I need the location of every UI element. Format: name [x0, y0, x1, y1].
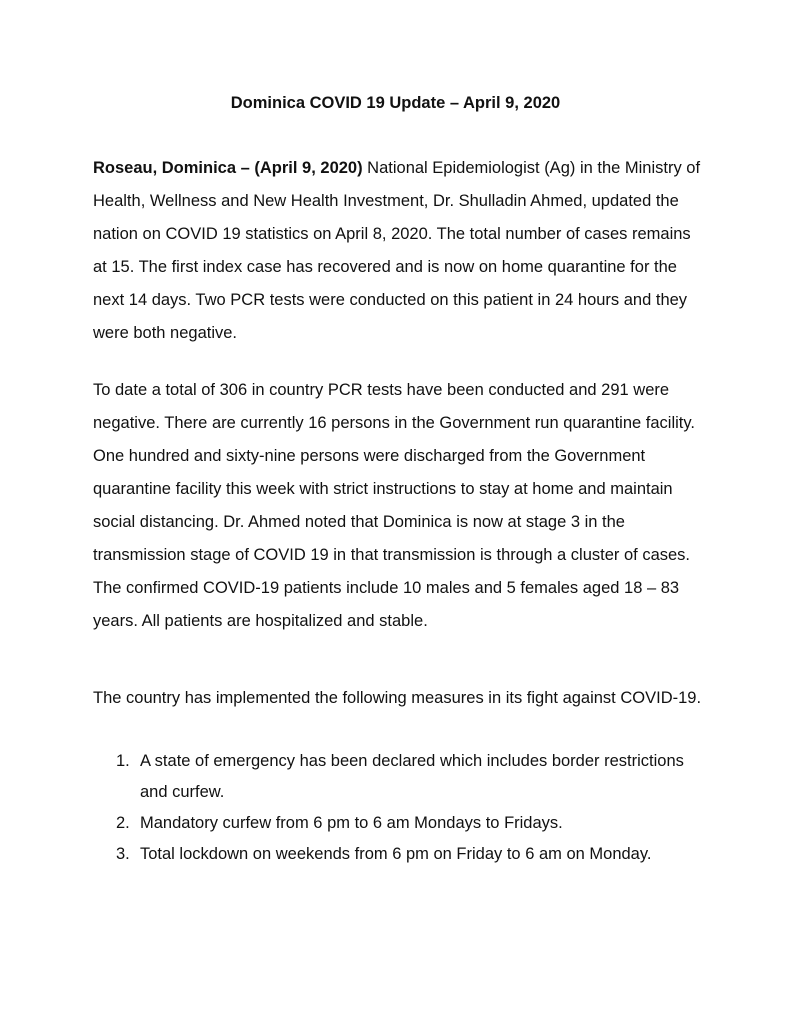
list-item [93, 808, 708, 839]
document-title: Dominica COVID 19 Update – April 9, 2020 [230, 94, 561, 112]
list-item-number: 1. [116, 752, 130, 770]
list-item-text: Total lockdown on weekends from 6 pm on Friday to 6 am on Monday. [140, 845, 652, 863]
measures-list [93, 746, 708, 870]
paragraph-intro [93, 152, 708, 350]
dateline: Roseau, Dominica – (April 9, 2020) [93, 159, 363, 177]
list-item [93, 839, 708, 870]
list-item [93, 746, 708, 808]
paragraph-measures-intro: The country has implemented the following measures in its fight against COVID-19. [93, 689, 702, 707]
intro-body: National Epidemiologist (Ag) in the Ministry of Health, Wellness and New Health Investment, Dr. Shulladin Ahmed, updated the nation on COVID 19 statistics on April 8, 2020. The total number of cases remains at 15. The first index case has recovered and is now on home quarantine for the next 14 days. Two PCR tests were conducted on this patient in 24 hours and they were both negative. [93, 159, 701, 342]
list-item-number: 2. [116, 814, 130, 832]
paragraph-statistics: To date a total of 306 in country PCR tests have been conducted and 291 were negative. There are currently 16 persons in the Government run quarantine facility. One hundred and sixty-nine persons were discharged from the Government quarantine facility this week with strict instructions to stay at home and maintain social distancing. Dr. Ahmed noted that Dominica is now at stage 3 in the transmission stage of COVID 19 in that transmission is through a cluster of cases. The confirmed COVID-19 patients include 10 males and 5 females aged 18 – 83 years. All patients are hospitalized and stable. [93, 381, 695, 630]
list-item-text: A state of emergency has been declared which includes border restrictions and curfew. [140, 752, 684, 801]
list-item-number: 3. [116, 845, 130, 863]
list-item-text: Mandatory curfew from 6 pm to 6 am Mondays to Fridays. [140, 814, 563, 832]
